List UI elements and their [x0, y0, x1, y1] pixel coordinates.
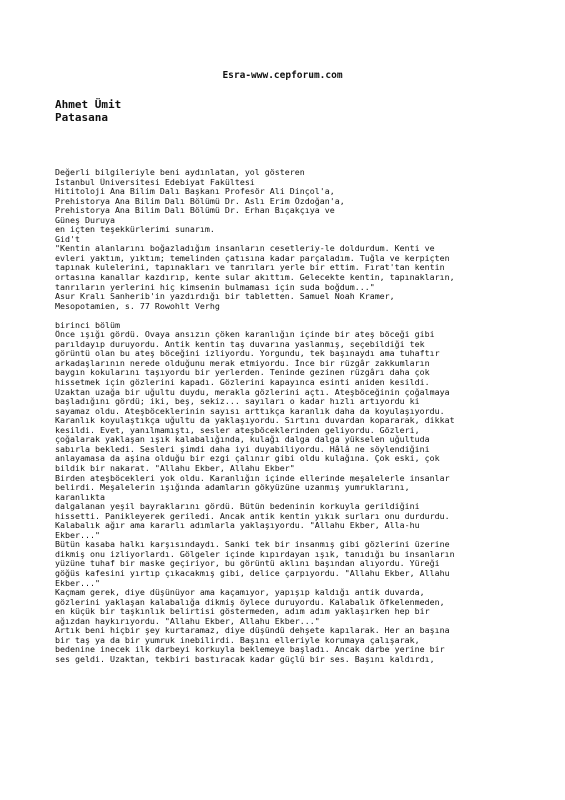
text-line: görüntü olan bu ateş böceğini izliyordu. Yorgundu, tek başınaydı ama tuhaftır	[55, 349, 440, 359]
text-line: yüzüne tuhaf bir maske geçiriyor, bu görüntü aklını başından alıyordu. Yüreği	[55, 559, 440, 569]
text-line: tanrıların yerlerini hiç kimsenin bulmaması için suda boğdum..."	[55, 282, 375, 292]
text-line: göğüs kafesini yırtıp çıkacakmış gibi, delice çarpıyordu. "Allahu Ekber, Allahu	[55, 568, 450, 578]
text-line: Prehistorya Ana Bilim Dalı Bölümü Dr. Erhan Bıçakçıya ve	[55, 206, 335, 216]
text-line: gözlerini yaklaşan kalabalığa dikmiş öylece duruyordu. Kalabalık öfkelenmeden,	[55, 597, 445, 607]
text-line: İstanbul Üniversitesi Edebiyat Fakültesi	[55, 177, 255, 187]
text-line: Ekber..."	[55, 578, 100, 588]
text-line: ağızdan haykırıyordu. "Allahu Ekber, Allahu Ekber..."	[55, 616, 320, 626]
text-line: arkadaşlarının nerede olduğunu merak etmiyordu. İnce bir rüzgâr zakkumların	[55, 358, 430, 368]
text-line: Artık beni hiçbir şey kurtaramaz, diye düşündü dehşete kapılarak. Her an başına	[55, 626, 450, 636]
text-line: kesildi. Evet, yanılmamıştı, sesler ateşböceklerinden geliyordu. Gözleri,	[55, 425, 420, 435]
text-line: tapınak kulelerini, tapınakları ve tanrıları yerle bir ettim. Fırat'tan kentin	[55, 263, 445, 273]
text-line: Birden ateşböcekleri yok oldu. Karanlığın içinde ellerinde meşalelerle insanlar	[55, 473, 450, 483]
text-line: çoğalarak yaklaşan ışık kalabalığında, kulağı dalga dalga yükselen uğultuda	[55, 435, 430, 445]
text-line: karanlıkta	[55, 492, 105, 502]
text-line: belirdi. Meşalelerin ışığında adamların gökyüzüne uzanmış yumruklarını,	[55, 483, 410, 493]
text-line: baygın kokularını taşıyordu bir yerlerden. Teninde gezinen rüzgârı daha çok	[55, 368, 430, 378]
text-line: evleri yaktım, yıktım; temelinden çatısına kadar parçaladım. Tuğla ve kerpiçten	[55, 253, 450, 263]
text-line: Hititoloji Ana Bilim Dalı Başkanı Profesör Ali Dinçol'a,	[55, 187, 335, 197]
text-line: bedenine inecek ilk darbeyi korkuyla beklemeye başladı. Ancak darbe yerine bir	[55, 645, 445, 655]
text-line: Mesopotamien, s. 77 Rowohlt Verhg	[55, 301, 220, 311]
text-line: Önce ışığı gördü. Ovaya ansızın çöken karanlığın içinde bir ateş böceği gibi	[55, 330, 435, 340]
text-line: Değerli bilgileriyle beni aydınlatan, yol gösteren	[55, 168, 305, 177]
site-header: Esra-www.cepforum.com	[222, 70, 343, 81]
text-line: Karanlık koyulaştıkça uğultu da yaklaşıyordu. Sırtını duvardan kopararak, dikkat	[55, 416, 455, 426]
text-line: Uzaktan uzağa bir uğultu duydu, merakla gözlerini açtı. Ateşböceğinin çoğalmaya	[55, 387, 450, 397]
text-line: Kaçmam gerek, diye düşünüyor ama kaçamıyor, yapışıp kaldığı antik duvarda,	[55, 588, 425, 598]
text-line: birinci bölüm	[55, 320, 120, 330]
text-line: bir taş ya da bir yumruk inebilirdi. Başını elleriyle korumaya çalışarak,	[55, 635, 420, 645]
text-line: Kalabalık ağır ama kararlı adımlarla yaklaşıyordu. "Allahu Ekber, Alla-hu	[55, 521, 420, 531]
text-line: başladığını gördü; iki, beş, sekiz... sayıları o kadar hızlı artıyordu ki	[55, 397, 420, 407]
text-line: en içten teşekkürlerimi sunarım.	[55, 225, 215, 235]
text-line: dikmiş onu izliyorlardı. Gölgeler içinde kıpırdayan ışık, tanıdığı bu insanların	[55, 549, 455, 559]
text-line: Gid't	[55, 234, 80, 244]
text-line: Güneş Duruya	[55, 215, 115, 225]
text-line: sabırla bekledi. Sesleri şimdi daha iyi duyabiliyordu. Hâlâ ne söylendiğini	[55, 444, 430, 454]
text-line: ortasına kanallar kazdırıp, kente sular akıttım. Gelecekte kentin, tapınakların,	[55, 273, 455, 283]
text-line: Asur Kralı Sanherib'in yazdırdığı bir tabletten. Samuel Noah Kramer,	[55, 292, 395, 302]
text-line: sayamaz oldu. Ateşböceklerinin sayısı arttıkça karanlık daha da koyulaşıyordu.	[55, 406, 445, 416]
text-line: bildik bir nakarat. "Allahu Ekber, Allahu Ekber"	[55, 463, 295, 473]
text-line: "Kentin alanlarını boğazladığım insanların cesetleriy-le doldurdum. Kenti ve	[55, 244, 435, 254]
text-line: Ekber..."	[55, 530, 100, 540]
book-title: Patasana	[55, 111, 108, 124]
text-line: parıldayıp duruyordu. Antik kentin taş duvarına yaslanmış, seçebildiği tek	[55, 339, 425, 349]
text-line: en küçük bir taşkınlık belirtisi göstermeden, adım adım yaklaşırken hep bir	[55, 607, 430, 617]
text-line: ses geldi. Uzaktan, tekbiri bastıracak kadar güçlü bir ses. Başını kaldırdı,	[55, 654, 435, 664]
text-line: hissetmek için gözlerini kapadı. Gözlerini kapayınca esinti aniden kesildi.	[55, 378, 430, 388]
text-line: hissetti. Panikleyerek geriledi. Ancak antik kentin yıkık surları onu durdurdu.	[55, 511, 450, 521]
text-line: Prehistorya Ana Bilim Dalı Bölümü Dr. Aslı Erim Özdoğan'a,	[55, 196, 345, 206]
text-line	[55, 311, 535, 321]
text-line: anlayamasa da aşina olduğu bir ezgi çalınır gibi oldu kulağına. Çok eski, çok	[55, 454, 440, 464]
author-name: Ahmet Ümit	[55, 98, 122, 111]
body-text	[55, 168, 535, 664]
title-block	[55, 98, 121, 124]
text-line: dalgalanan yeşil bayraklarını gördü. Bütün bedeninin korkuyla gerildiğini	[55, 502, 420, 512]
text-line: Bütün kasaba halkı karşısındaydı. Sanki tek bir insanmış gibi gözlerini üzerine	[55, 540, 450, 550]
